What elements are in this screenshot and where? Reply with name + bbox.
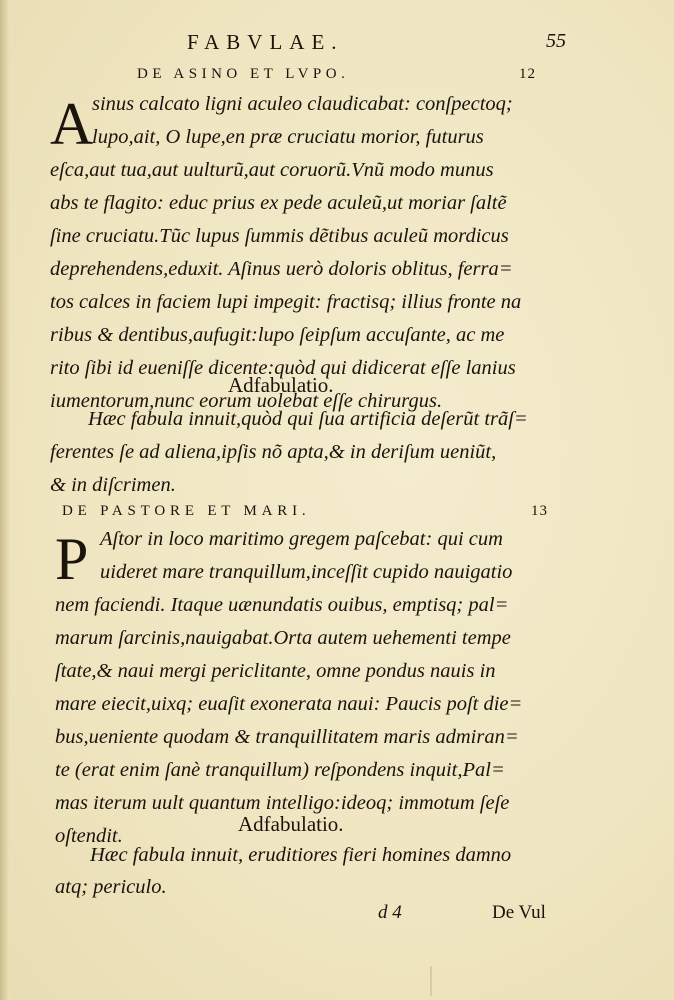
fable-title: DE ASINO ET LVPO. [137,66,350,82]
text-line: ſine cruciatu.Tũc lupus ſummis dẽtibus aculeũ mordicus [50,225,509,247]
page-gutter [0,0,10,1000]
text-line: oſtendit. [55,825,123,847]
text-line: ſtate,& naui mergi periclitante, omne pondus nauis in [55,660,496,682]
text-line: abs te flagito: educ prius ex pede aculeũ,ut moriar ſaltẽ [50,192,507,214]
text-line: marum ſarcinis,nauigabat.Orta autem uehementi tempe [55,627,511,649]
text-line: mas iterum uult quantum intelligo:ideoq; immotum ſeſe [55,792,510,814]
drop-cap: A [50,91,94,157]
text-line: deprehendens,eduxit. Aſinus uerò doloris oblitus, ferra= [50,258,513,280]
text-line: uideret mare tranquillum,inceſſit cupido nauigatio [100,561,513,583]
page-number: 55 [546,30,566,52]
text-line: & in diſcrimen. [50,474,176,496]
text-line: te (erat enim ſanè tranquillum) reſpondens inquit,Pal= [55,759,505,781]
text-line: iumentorum,nunc eorum uolebat eſſe chirurgus. [50,390,443,412]
text-line: bus,ueniente quodam & tranquillitatem maris admiran= [55,726,519,748]
drop-cap: P [55,526,89,592]
fable-number: 13 [531,503,548,519]
text-line: ribus & dentibus,aufugit:lupo ſeipſum accuſante, ac me [50,324,505,346]
text-line: tos calces in faciem lupi impegit: fractisq; illius fronte na [50,291,522,313]
running-header [0,30,674,56]
running-title: FABVLAE. [187,30,344,54]
catchword: De Vul [492,902,546,923]
text-line: Aſtor in loco maritimo gregem paſcebat: qui cum [100,528,503,550]
adfabulatio-heading: Adfabulatio. [238,812,344,836]
text-line: ferentes ſe ad aliena,ipſis nõ apta,& in deriſum ueniũt, [50,441,497,463]
signature-mark: d 4 [378,902,402,923]
page-edge-mark [430,966,432,996]
text-line: Hæc fabula innuit, eruditiores fieri homines damno [90,844,512,866]
fable-heading-asino [0,66,674,88]
text-line: Hæc fabula innuit,quòd qui ſua artificia deſerũt trãſ= [88,408,528,430]
fable-number: 12 [519,66,536,82]
text-line: lupo,ait, O lupe,en præ cruciatu morior, futurus [92,126,484,148]
text-line: rito ſibi id eueniſſe dicente:quòd qui didicerat eſſe lanius [50,357,516,379]
text-line: eſca,aut tua,aut uulturũ,aut coruorũ.Vnũ modo munus [50,159,494,181]
fable-title: DE PASTORE ET MARI. [62,503,311,519]
adfabulatio-heading: Adfabulatio. [228,373,334,397]
text-line: sinus calcato ligni aculeo claudicabat: conſpectoq; [92,93,513,115]
text-line: nem faciendi. Itaque uænundatis ouibus, emptisq; pal= [55,594,509,616]
text-line: mare eiecit,uixq; euaſit exonerata naui: Paucis poſt die= [55,693,523,715]
text-line: atq; periculo. [55,876,167,898]
